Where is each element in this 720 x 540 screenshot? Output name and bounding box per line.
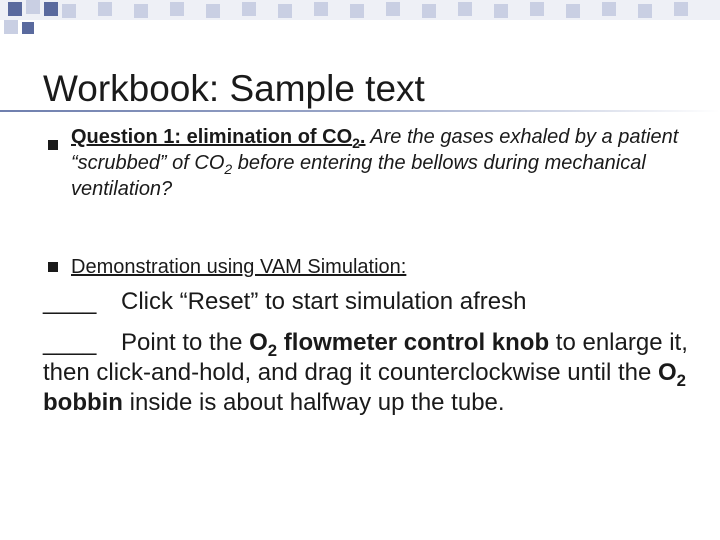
answer-blank: ____ bbox=[43, 288, 97, 315]
question-paragraph bbox=[71, 124, 691, 202]
page-title: Workbook: Sample text bbox=[43, 68, 425, 109]
answer-blank: ____ bbox=[43, 329, 97, 356]
decorative-square-grid bbox=[0, 0, 720, 40]
question-heading: Question 1: elimination of $CO_2$. bbox=[71, 126, 366, 151]
step-item bbox=[43, 287, 703, 317]
flowmeter-knob-term: $O_2$ flowmeter control knob bbox=[249, 329, 550, 360]
step-text: Click “Reset” to start simulation afresh bbox=[121, 288, 527, 315]
demonstration-heading: Demonstration using VAM Simulation: bbox=[71, 256, 407, 278]
question-text: Are the gases exhaled by a patient “scrubbed” of $CO_2$ before entering the bellows during mechanical ventilation? bbox=[71, 126, 679, 200]
bullet-marker bbox=[48, 140, 58, 152]
step-item: ____ Point to the $O_2$ flowmeter control knob to enlarge it, then click-and-hold, and drag it counterclockwise until the $O_2$ bobbin inside is about halfway up the tube. bbox=[43, 329, 688, 416]
bullet-marker bbox=[48, 262, 58, 274]
bobbin-term: $O_2$ bobbin bbox=[43, 359, 687, 416]
title-divider bbox=[0, 110, 720, 112]
